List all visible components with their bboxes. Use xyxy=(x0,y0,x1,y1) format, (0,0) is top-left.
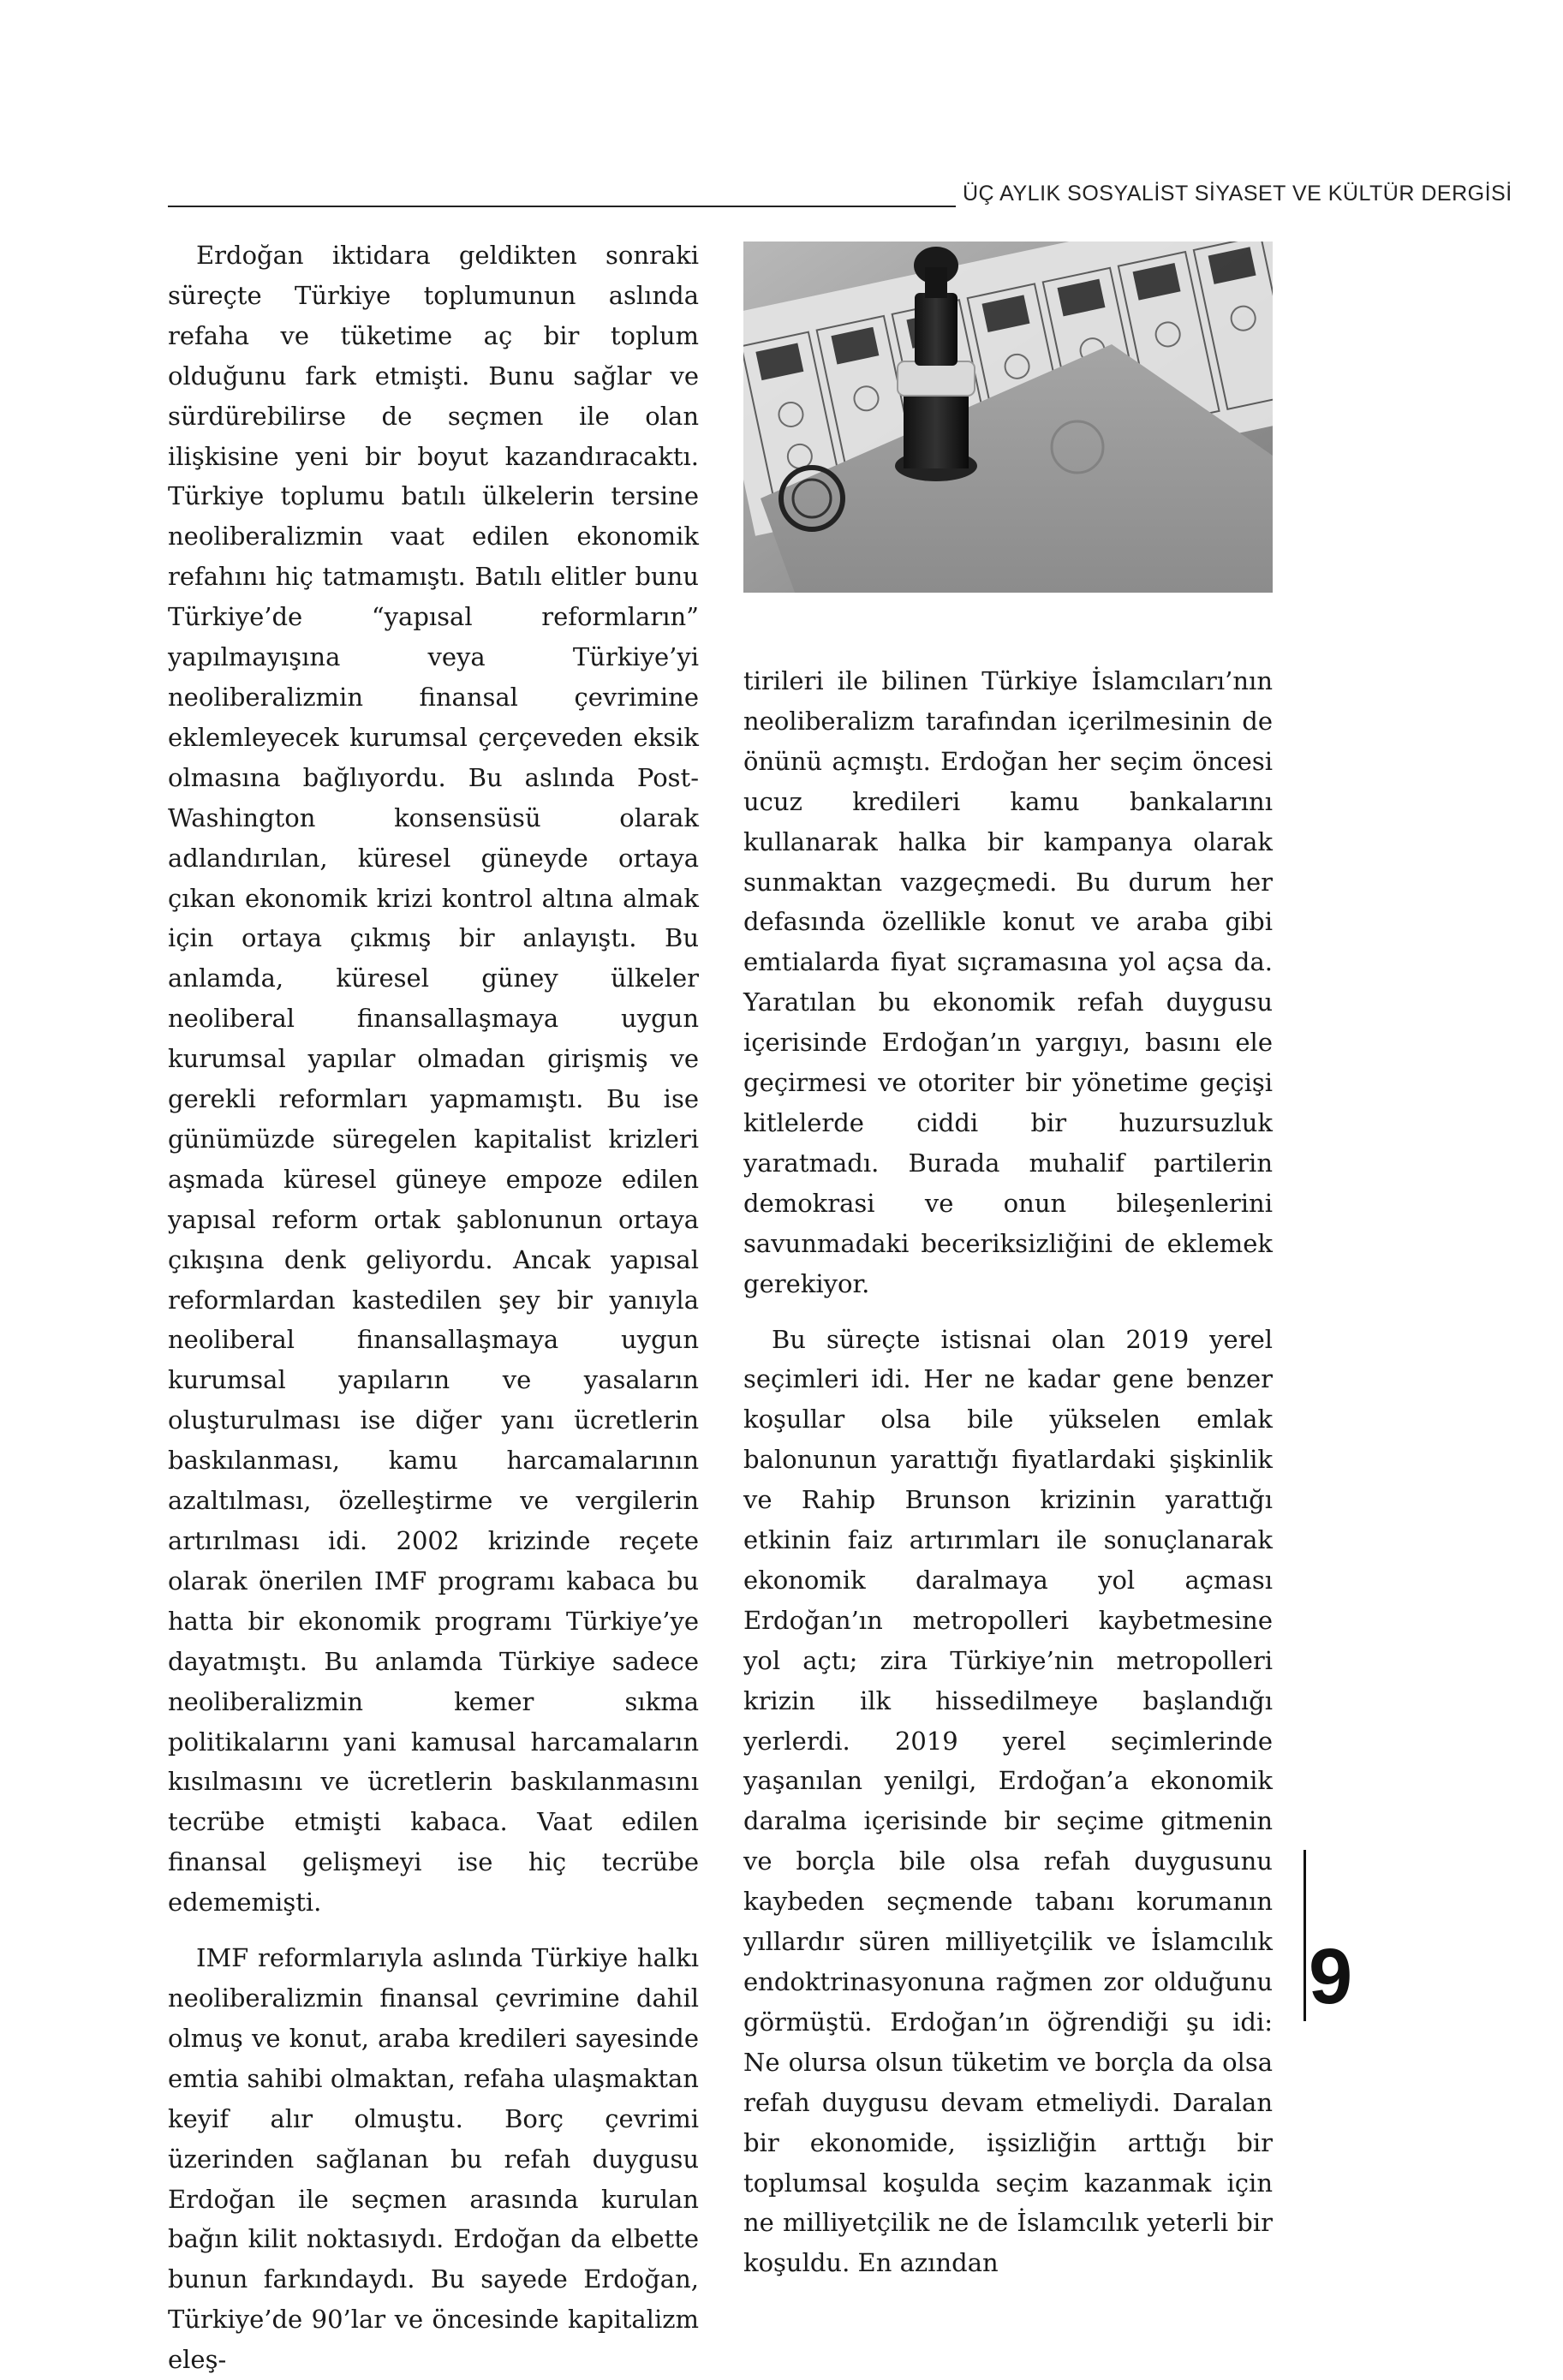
left-text-column xyxy=(168,236,699,2380)
journal-header-title: ÜÇ AYLIK SOSYALİST SİYASET VE KÜLTÜR DERGİSİ xyxy=(963,182,1512,206)
page-number-rule xyxy=(1303,1850,1306,2021)
paragraph: tirileri ile bilinen Türkiye İslamcıları’nın neoliberalizm tarafından içerilmesinin de önünü açmıştı. Erdoğan her seçim öncesi ucuz kredileri kamu bankalarını kullanarak halka bir kampanya olarak sunmaktan vazgeçmedi. Bu durum her defasında özellikle konut ve araba gibi emtialarda fiyat sıçramasına yol açsa da. Yaratılan bu ekonomik refah duygusu içerisinde Erdoğan’ın yargıyı, basını ele geçirmesi ve otoriter bir yönetime geçişi kitlelerde ciddi bir huzursuzluk yaratmadı. Burada muhalif partilerin demokrasi ve onun bileşenlerini savunmadaki beceriksizliğini de eklemek gerekiyor. xyxy=(743,666,1273,1298)
page-number: 9 xyxy=(1309,1933,1353,2020)
paragraph: Erdoğan iktidara geldikten sonraki süreçte Türkiye toplumunun aslında refaha ve tüketime aç bir toplum olduğunu fark etmişti. Bunu sağlar ve sürdürebilirse de seçmen ile olan ilişkisine yeni bir boyut kazandıracaktı. Türkiye toplumu batılı ülkelerin tersine neoliberalizmin vaat edilen ekonomik refahını hiç tatmamıştı. Batılı elitler bunu Türkiye’de “yapısal reformların” yapılmayışına veya Türkiye’yi neoliberalizmin finansal çevrimine eklemleyecek kurumsal çerçeveden eksik olmasına bağlıyordu. Bu aslında Post-Washington konsensüsü olarak adlandırılan, küresel güneyde ortaya çıkan ekonomik krizi kontrol altına almak için ortaya çıkmış bir anlayıştı. Bu anlamda, küresel güney ülkeler neoliberal finansallaşmaya uygun kurumsal yapılar olmadan girişmiş ve gerekli reformları yapmamıştı. Bu ise günümüzde süregelen kapitalist krizleri aşmada küresel güneye empoze edilen yapısal reform ortak şablonunun ortaya çıkışına denk geliyordu. Ancak yapısal reformlardan kastedilen şey bir yanıyla neoliberal finansallaşmaya uygun kurumsal yapıların ve yasaların oluşturulması ise diğer yanı ücretlerin baskılanması, kamu harcamalarının azaltılması, özelleştirme ve vergilerin artırılması idi. 2002 krizinde reçete olarak önerilen IMF programı kabaca bu hatta bir ekonomik programı Türkiye’ye dayatmıştı. Bu anlamda Türkiye sadece neoliberalizmin kemer sıkma politikalarını yani kamusal harcamaların kısılmasını ve ücretlerin baskılanmasını tecrübe etmişti kabaca. Vaat edilen finansal gelişmeyi ise hiç tecrübe edememişti. xyxy=(168,241,699,1918)
paragraph: IMF reformlarıyla aslında Türkiye halkı neoliberalizmin finansal çevrimine dahil olmuş ve konut, araba kredileri sayesinde emtia sahibi olmaktan, refaha ulaşmaktan keyif alır olmuştu. Borç çevrimi üzerinden sağlanan bu refah duygusu Erdoğan ile seçmen arasında kurulan bağın kilit noktasıydı. Erdoğan da elbette bunun farkındaydı. Bu sayede Erdoğan, Türkiye’de 90’lar ve öncesinde kapitalizm eleş- xyxy=(168,1943,699,2375)
ballot-stamp-photo xyxy=(743,242,1273,593)
right-text-column xyxy=(743,661,1273,2283)
paragraph: Bu süreçte istisnai olan 2019 yerel seçimleri idi. Her ne kadar gene benzer koşullar olsa bile yükselen emlak balonunun yarattığı fiyatlardaki şişkinlik ve Rahip Brunson krizinin yarattığı etkinin faiz artırımları ile sonuçlanarak ekonomik daralmaya yol açması Erdoğan’ın metropolleri kaybetmesine yol açtı; zira Türkiye’nin metropolleri krizin ilk hissedilmeye başlandığı yerlerdi. 2019 yerel seçimlerinde yaşanılan yenilgi, Erdoğan’a ekonomik daralma içerisinde bir seçime gitmenin ve borçla bile olsa refah duygusunu kaybeden seçmende tabanı korumanın yıllardır süren milliyetçilik ve İslamcılık endoktrinasyonuna rağmen zor olduğunu görmüştü. Erdoğan’ın öğrendiği şu idi: Ne olursa olsun tüketim ve borçla da olsa refah duygusu devam etmeliydi. Daralan bir ekonomide, işsizliğin arttığı bir toplumsal koşulda seçim kazanmak için ne milliyetçilik ne de İslamcılık yeterli bir koşuldu. En azından xyxy=(743,1324,1273,2278)
header-rule xyxy=(168,206,956,207)
